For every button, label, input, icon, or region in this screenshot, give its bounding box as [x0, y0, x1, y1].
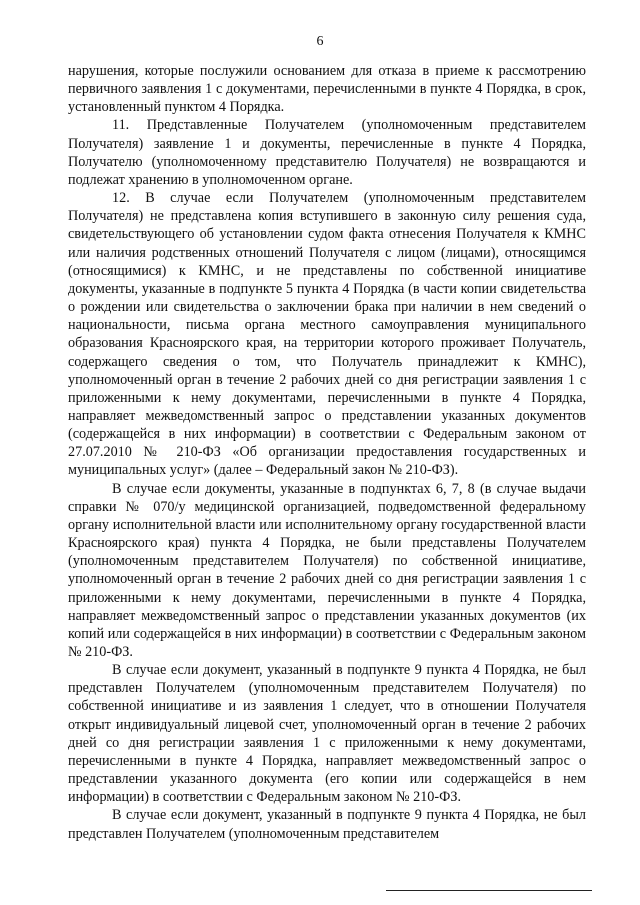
paragraph-document-9-cont: В случае если документ, указанный в подпункте 9 пункта 4 Порядка, не был представлен Получателем (уполномоченным представителем	[68, 807, 586, 842]
paragraph-documents-6-7-8: В случае если документы, указанные в подпунктах 6, 7, 8 (в случае выдачи справки № 070/у медицинской организацией, подведомственной федеральному органу исполнительной власти или исполнительному органу государственной власти Красноярского края) пункта 4 Порядка, не были представлены Получателем (уполномоченным представителем Получателя) по собственной инициативе, уполномоченный орган в течение 2 рабочих дней со дня регистрации заявления 1 с приложенными к нему документами, перечисленными в пункте 4 Порядка, направляет межведомственный запрос о представлении указанных документов (их копий или содержащейся в них информации) в соответствии с Федеральным законом № 210-ФЗ.	[68, 480, 586, 660]
paragraph-clause-11: 11. Представленные Получателем (уполномоченным представителем Получателя) заявление 1 и документы, перечисленные в пункте 4 Порядка, Получателю (уполномоченному представителю Получателя) не возвращаются и подлежат хранению в уполномоченном органе.	[68, 117, 586, 188]
footer-rule	[386, 890, 592, 891]
document-body	[68, 62, 586, 843]
paragraph-clause-12: 12. В случае если Получателем (уполномоченным представителем Получателя) не представлена копия вступившего в законную силу решения суда, свидетельствующего об установлении судом факта отнесения Получателя к КМНС или наличия родственных отношений Получателя с лицом (лицами), относящимся (относящимися) к КМНС, и не представлены по собственной инициативе документы, указанные в подпункте 5 пункта 4 Порядка (в части копии свидетельства о рождении или свидетельства о заключении брака при наличии в нем сведений о национальности, письма органа местного самоуправления муниципального образования Красноярского края, на территории которого проживает Получатель, содержащего сведения о том, что Получатель принадлежит к КМНС), уполномоченный орган в течение 2 рабочих дней со дня регистрации заявления 1 с приложенными к нему документами, перечисленными в пункте 4 Порядка, направляет межведомственный запрос о представлении указанных документов (содержащейся в них информации) в соответствии с Федеральным законом от 27.07.2010 № 210-ФЗ «Об организации предоставления государственных и муниципальных услуг» (далее – Федеральный закон № 210-ФЗ).	[68, 190, 586, 479]
page-number: 6	[316, 34, 324, 49]
paragraph-continuation: нарушения, которые послужили основанием для отказа в приеме к рассмотрению первичного заявления 1 с документами, перечисленными в пункте 4 Порядка, в срок, установленный пунктом 4 Порядка.	[68, 63, 586, 116]
paragraph-document-9-account: В случае если документ, указанный в подпункте 9 пункта 4 Порядка, не был представлен Получателем (уполномоченным представителем Получателя) по собственной инициативе и из заявления 1 следует, что в отношении Получателя открыт индивидуальный лицевой счет, уполномоченный орган в течение 2 рабочих дней со дня регистрации заявления 1 с приложенными к нему документами, перечисленными в пункте 4 Порядка, направляет межведомственный запрос о представлении указанного документа (его копии или содержащейся в нем информации) в соответствии с Федеральным законом № 210-ФЗ.	[68, 662, 586, 806]
